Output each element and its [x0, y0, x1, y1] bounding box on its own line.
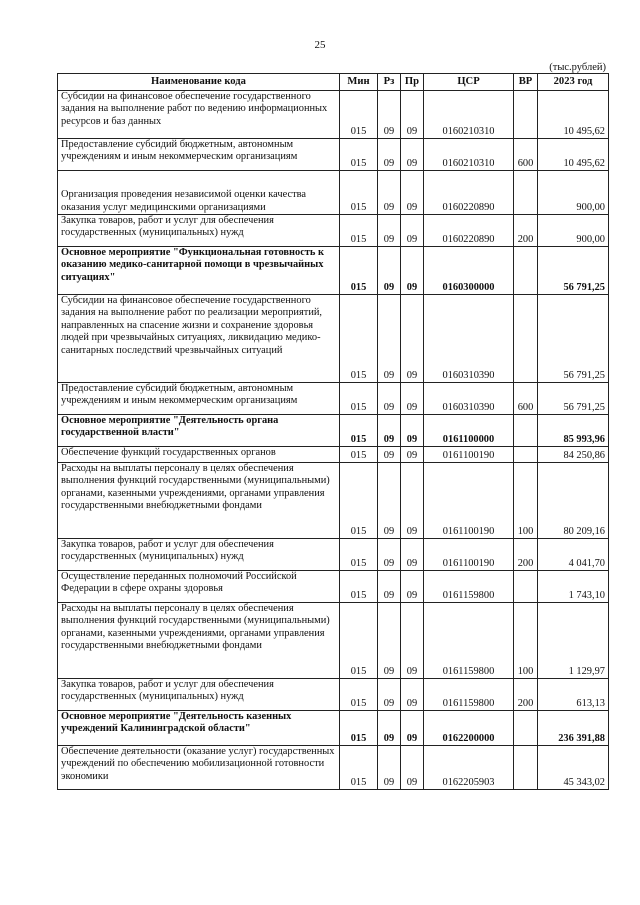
row-name: Расходы на выплаты персоналу в целях обеспечения выполнения функций государственными (муниципальными) органами, казенными учреждениями, органами управления государственными внебюджетными фондами	[58, 603, 340, 679]
row-vr: 600	[514, 383, 538, 415]
row-vr	[514, 415, 538, 447]
row-min: 015	[340, 447, 378, 463]
row-vr: 600	[514, 139, 538, 171]
header-name: Наименование кода	[58, 74, 340, 91]
row-rz: 09	[378, 539, 401, 571]
row-amount: 236 391,88	[538, 711, 609, 746]
row-csr: 0161159800	[424, 679, 514, 711]
table-row-section	[58, 711, 609, 746]
row-name: Обеспечение функций государственных органов	[58, 447, 340, 463]
row-vr	[514, 171, 538, 215]
row-name: Закупка товаров, работ и услуг для обеспечения государственных (муниципальных) нужд	[58, 539, 340, 571]
header-pr: Пр	[401, 74, 424, 91]
row-pr: 09	[401, 679, 424, 711]
header-rz: Рз	[378, 74, 401, 91]
row-amount: 10 495,62	[538, 91, 609, 139]
row-min: 015	[340, 603, 378, 679]
row-pr: 09	[401, 463, 424, 539]
header-amount: 2023 год	[538, 74, 609, 91]
row-min: 015	[340, 415, 378, 447]
table-row-section	[58, 247, 609, 295]
row-csr: 0160210310	[424, 91, 514, 139]
table-row	[58, 215, 609, 247]
row-name: Предоставление субсидий бюджетным, автономным учреждениям и иным некоммерческим организациям	[58, 383, 340, 415]
row-min: 015	[340, 746, 378, 790]
row-csr: 0160310390	[424, 383, 514, 415]
row-amount: 900,00	[538, 171, 609, 215]
row-pr: 09	[401, 247, 424, 295]
table-row	[58, 171, 609, 215]
page-number: 25	[314, 39, 326, 51]
row-min: 015	[340, 295, 378, 383]
row-csr: 0161100000	[424, 415, 514, 447]
row-name: Осуществление переданных полномочий Российской Федерации в сфере охраны здоровья	[58, 571, 340, 603]
row-rz: 09	[378, 571, 401, 603]
table-row	[58, 463, 609, 539]
row-rz: 09	[378, 295, 401, 383]
row-min: 015	[340, 711, 378, 746]
row-rz: 09	[378, 91, 401, 139]
row-vr	[514, 247, 538, 295]
row-pr: 09	[401, 91, 424, 139]
row-min: 015	[340, 139, 378, 171]
budget-table	[57, 73, 609, 790]
unit-note: (тыс.рублей)	[549, 62, 606, 73]
row-min: 015	[340, 171, 378, 215]
row-min: 015	[340, 247, 378, 295]
row-vr	[514, 91, 538, 139]
row-amount: 1 129,97	[538, 603, 609, 679]
table-row	[58, 679, 609, 711]
table-row	[58, 571, 609, 603]
row-vr	[514, 295, 538, 383]
header-csr: ЦСР	[424, 74, 514, 91]
row-rz: 09	[378, 139, 401, 171]
row-name: Закупка товаров, работ и услуг для обеспечения государственных (муниципальных) нужд	[58, 679, 340, 711]
table-row-section	[58, 415, 609, 447]
row-amount: 56 791,25	[538, 295, 609, 383]
row-amount: 900,00	[538, 215, 609, 247]
row-amount: 10 495,62	[538, 139, 609, 171]
row-vr: 100	[514, 463, 538, 539]
table-row	[58, 295, 609, 383]
row-pr: 09	[401, 295, 424, 383]
row-csr: 0160300000	[424, 247, 514, 295]
header-vr: ВР	[514, 74, 538, 91]
row-vr: 200	[514, 215, 538, 247]
row-amount: 1 743,10	[538, 571, 609, 603]
row-name: Основное мероприятие "Деятельность казенных учреждений Калининградской области"	[58, 711, 340, 746]
row-min: 015	[340, 463, 378, 539]
row-rz: 09	[378, 215, 401, 247]
row-rz: 09	[378, 415, 401, 447]
header-min: Мин	[340, 74, 378, 91]
row-name: Обеспечение деятельности (оказание услуг) государственных учреждений по обеспечению мобилизационной готовности экономики	[58, 746, 340, 790]
row-pr: 09	[401, 746, 424, 790]
row-pr: 09	[401, 603, 424, 679]
row-min: 015	[340, 91, 378, 139]
row-name: Субсидии на финансовое обеспечение государственного задания на выполнение работ по реализации мероприятий, направленных на спасение жизни и сохранение здоровья людей при чрезвычайных ситуациях, ликвидацию медико-санитарных последствий чрезвычайных ситуаций	[58, 295, 340, 383]
row-vr: 100	[514, 603, 538, 679]
row-amount: 613,13	[538, 679, 609, 711]
row-pr: 09	[401, 139, 424, 171]
row-amount: 4 041,70	[538, 539, 609, 571]
row-name: Закупка товаров, работ и услуг для обеспечения государственных (муниципальных) нужд	[58, 215, 340, 247]
row-rz: 09	[378, 383, 401, 415]
table-row	[58, 603, 609, 679]
row-rz: 09	[378, 679, 401, 711]
row-vr: 200	[514, 539, 538, 571]
row-csr: 0161159800	[424, 571, 514, 603]
row-min: 015	[340, 571, 378, 603]
row-name: Основное мероприятие "Функциональная готовность к оказанию медико-санитарной помощи в чрезвычайных ситуациях"	[58, 247, 340, 295]
row-csr: 0160210310	[424, 139, 514, 171]
row-min: 015	[340, 539, 378, 571]
row-csr: 0161159800	[424, 603, 514, 679]
row-rz: 09	[378, 447, 401, 463]
row-amount: 80 209,16	[538, 463, 609, 539]
row-pr: 09	[401, 415, 424, 447]
row-csr: 0160310390	[424, 295, 514, 383]
row-name: Предоставление субсидий бюджетным, автономным учреждениям и иным некоммерческим организациям	[58, 139, 340, 171]
row-vr: 200	[514, 679, 538, 711]
table-body	[58, 91, 609, 790]
table-row	[58, 746, 609, 790]
row-rz: 09	[378, 463, 401, 539]
row-pr: 09	[401, 383, 424, 415]
row-min: 015	[340, 383, 378, 415]
row-min: 015	[340, 679, 378, 711]
row-csr: 0160220890	[424, 171, 514, 215]
row-csr: 0162205903	[424, 746, 514, 790]
row-pr: 09	[401, 539, 424, 571]
table-row	[58, 539, 609, 571]
row-min: 015	[340, 215, 378, 247]
row-pr: 09	[401, 447, 424, 463]
row-csr: 0161100190	[424, 447, 514, 463]
row-rz: 09	[378, 171, 401, 215]
row-pr: 09	[401, 571, 424, 603]
row-rz: 09	[378, 603, 401, 679]
row-vr	[514, 746, 538, 790]
header-row	[58, 74, 609, 91]
row-pr: 09	[401, 171, 424, 215]
row-pr: 09	[401, 215, 424, 247]
row-amount: 56 791,25	[538, 383, 609, 415]
table-row	[58, 447, 609, 463]
row-amount: 85 993,96	[538, 415, 609, 447]
row-rz: 09	[378, 247, 401, 295]
row-name: Субсидии на финансовое обеспечение государственного задания на выполнение работ по ведению информационных ресурсов и баз данных	[58, 91, 340, 139]
row-amount: 84 250,86	[538, 447, 609, 463]
row-csr: 0161100190	[424, 463, 514, 539]
row-csr: 0161100190	[424, 539, 514, 571]
row-name: Организация проведения независимой оценки качества оказания услуг медицинскими организациями	[58, 171, 340, 215]
row-vr	[514, 447, 538, 463]
row-name: Основное мероприятие "Деятельность органа государственной власти"	[58, 415, 340, 447]
row-pr: 09	[401, 711, 424, 746]
row-name: Расходы на выплаты персоналу в целях обеспечения выполнения функций государственными (муниципальными) органами, казенными учреждениями, органами управления государственными внебюджетными фондами	[58, 463, 340, 539]
row-amount: 45 343,02	[538, 746, 609, 790]
row-csr: 0160220890	[424, 215, 514, 247]
row-rz: 09	[378, 746, 401, 790]
table-row	[58, 91, 609, 139]
row-vr	[514, 711, 538, 746]
table-row	[58, 383, 609, 415]
row-vr	[514, 571, 538, 603]
table-row	[58, 139, 609, 171]
row-csr: 0162200000	[424, 711, 514, 746]
row-rz: 09	[378, 711, 401, 746]
row-amount: 56 791,25	[538, 247, 609, 295]
